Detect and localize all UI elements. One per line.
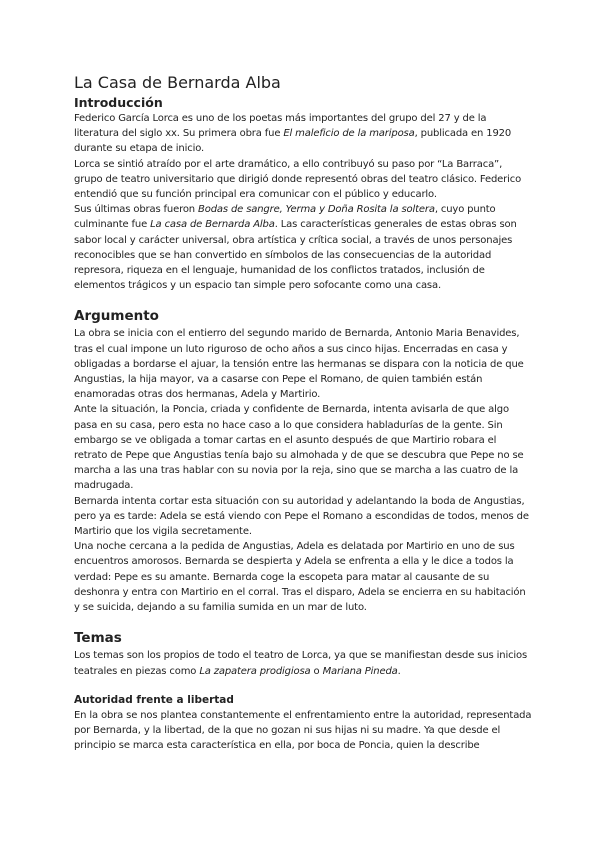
argumento-paragraph-4: Una noche cercana a la pedida de Angustias, Adela es delatada por Martirio en uno de sus encuentros amorosos. Bernarda se despierta y Adela se enfrenta a ella y le dice a todos la verdad: Pepe es su amante. Bernarda coge la escopeta para matar al causante de su deshonra y entra con Martirio en el corral. Tras el disparo, Adela se encierra en su habitación y se suicida, dejando a su familia sumida en un mar de luto. xyxy=(74,541,526,614)
work-title: La casa de Bernarda Alba xyxy=(150,219,275,231)
document-title: La Casa de Bernarda Alba xyxy=(74,73,281,92)
argumento-paragraph-2: Ante la situación, la Poncia, criada y confidente de Bernarda, intenta avisarla de que algo pasa en su casa, pero esta no hace caso a lo que considera habladurías de la gente. Sin embargo se ve obligada a tomar cartas en el asunto después de que Martirio robara el retrato de Pepe que Angustias tenía bajo su almohada y de que se descubra que Pepe no se marcha a las una tras hablar con su novia por la reja, sino que se marcha a las cuatro de la madrugada. xyxy=(74,404,524,492)
work-title: El maleficio de la mariposa xyxy=(283,128,415,140)
work-title: Mariana Pineda xyxy=(322,665,398,677)
temas-paragraph-2: En la obra se nos plantea constantemente el enfrentamiento entre la autoridad, representada por Bernarda, y la libertad, de la que no gozan ni sus hijas ni su madre. Ya que desde el principio se marca esta característica en ella, por boca de Poncia, quien la describe xyxy=(74,709,532,752)
temas-paragraph-1: Los temas son los propios de todo el teatro de Lorca, ya que se manifiestan desde sus inicios teatrales en piezas como La zapatera prodigiosa o Mariana Pineda. xyxy=(74,650,528,677)
argumento-paragraph-1: La obra se inicia con el entierro del segundo marido de Bernarda, Antonio Maria Benavides, tras el cual impone un luto riguroso de ocho años a sus cinco hijas. Encerradas en casa y obligadas a bordarse el ajuar, la tensión entre las hermanas se dispara con la noticia de que Angustias, la hija mayor, va a casarse con Pepe el Romano, de quien también están enamoradas otras dos hermanas, Adela y Martirio. xyxy=(74,328,524,401)
argumento-paragraph-3: Bernarda intenta cortar esta situación con su autoridad y adelantando la boda de Angustias, pero ya es tarde: Adela se está viendo con Pepe el Romano a escondidas de todos, menos de Martirio que los vigila secretamente. xyxy=(74,495,529,538)
intro-paragraph-3: Sus últimas obras fueron Bodas de sangre, Yerma y Doña Rosita la soltera, cuyo punto culminante fue La casa de Bernarda Alba. Las características generales de estas obras son sabor local y carácter universal, obra artística y crítica social, a través de unos personajes reconocibles que se han convertido en símbolos de las consecuencias de la autoridad represora, riqueza en el lenguaje, humanidad de los conflictos tratados, inclusión de elementos trágicos y un espacio tan simple pero sofocante como una casa. xyxy=(74,204,517,292)
work-titles: Bodas de sangre, Yerma y Doña Rosita la soltera xyxy=(198,204,435,216)
heading-introduccion: Introducción xyxy=(74,95,163,110)
work-title: La zapatera prodigiosa xyxy=(199,665,311,677)
intro-paragraph-1: Federico García Lorca es uno de los poetas más importantes del grupo del 27 y de la literatura del siglo xx. Su primera obra fue El maleficio de la mariposa, publicada en 1920 durante su etapa de inicio. xyxy=(74,113,512,155)
heading-temas: Temas xyxy=(74,630,122,647)
intro-paragraph-2: Lorca se sintió atraído por el arte dramático, a ello contribuyó su paso por “La Barraca”, grupo de teatro universitario que dirigió donde representó obras del teatro clásico. Federico entendió que su función principal era comunicar con el público y educarlo. xyxy=(74,158,522,201)
subheading-autoridad-libertad: Autoridad frente a libertad xyxy=(74,693,234,706)
document-content xyxy=(74,72,532,753)
heading-argumento: Argumento xyxy=(74,308,159,325)
